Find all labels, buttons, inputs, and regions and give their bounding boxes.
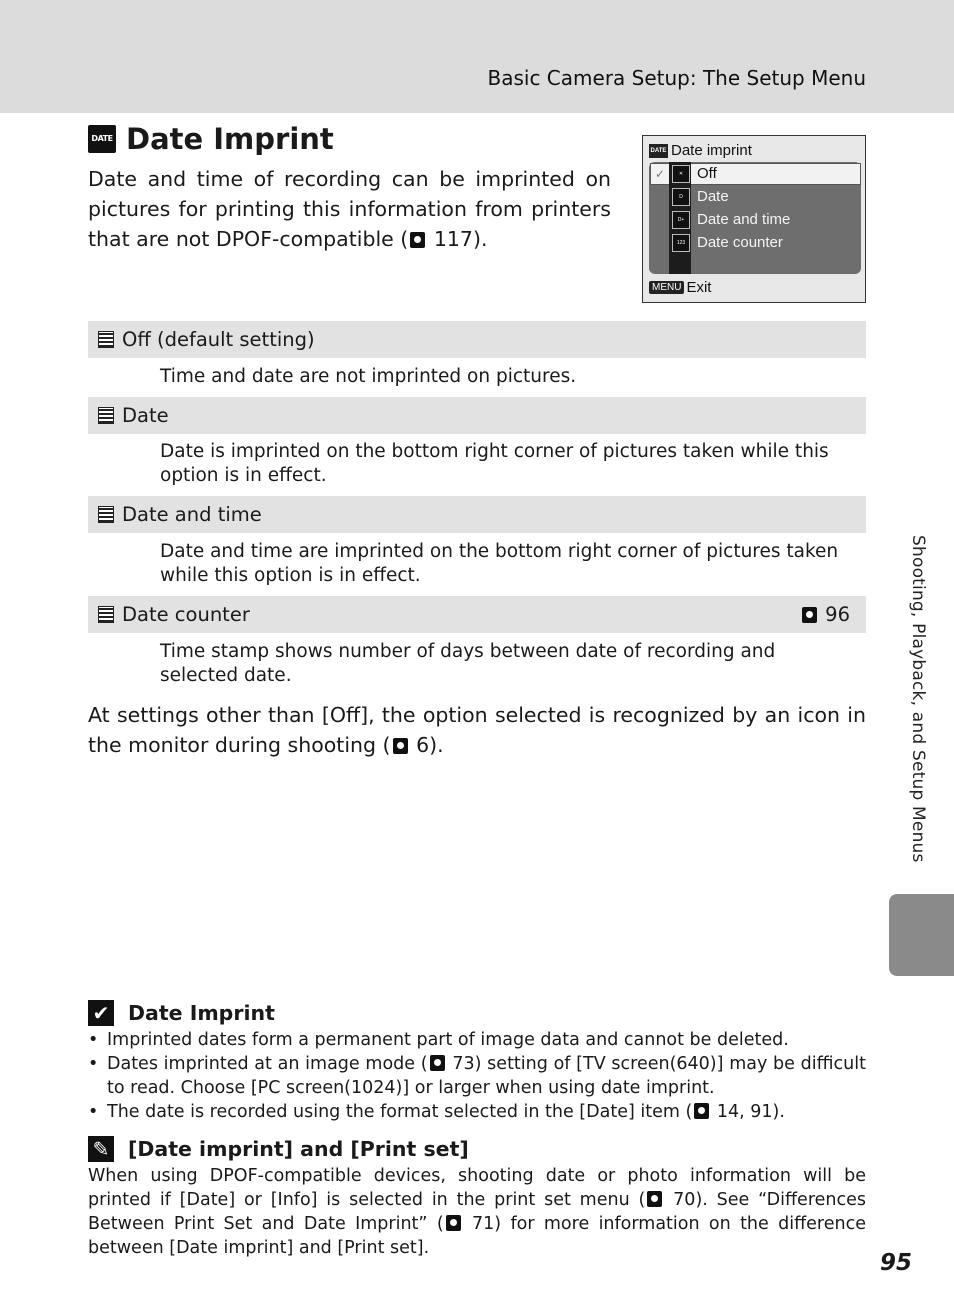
screen-item-off: Off [697, 165, 717, 182]
pencil-icon: ✎ [88, 1136, 114, 1162]
date-off-icon [98, 331, 114, 348]
page-ref-icon [393, 738, 408, 754]
screen-footer [649, 279, 711, 296]
option-date-time-header [88, 496, 866, 533]
bullet-ref: 73 [452, 1054, 475, 1074]
screen-item-date-time: Date and time [697, 211, 791, 228]
option-label: Off (default setting) [122, 328, 315, 351]
intro-ref: 117 [433, 227, 473, 251]
date-off-icon: ✕ [672, 165, 690, 183]
note-ref: 71 [472, 1214, 495, 1234]
page-ref-icon [647, 1191, 662, 1207]
intro-text: Date and time of recording can be imprinted on pictures for printing this information from printers that are not DPOF-compatible ( [88, 167, 611, 251]
bullet-ref: 14, 91 [716, 1102, 773, 1122]
settings-paragraph [88, 700, 866, 760]
date-imprint-icon: DATE [88, 125, 116, 153]
option-label: Date [122, 404, 169, 427]
bullet-text: The date is recorded using the format selected in the [Date] item ( [107, 1102, 693, 1122]
intro-text-end: ). [472, 227, 488, 251]
screen-menu-panel [649, 162, 861, 274]
note-title: Date Imprint [128, 1001, 275, 1025]
side-tab [889, 894, 954, 976]
bullet-text: ) setting of [TV screen(640)] may be difficult to read. Choose [PC screen(1024)] or larger when using date imprint. [107, 1054, 866, 1098]
date-time-icon: D+ [672, 211, 690, 229]
page-ref-icon [802, 607, 817, 623]
option-date-header [88, 397, 866, 434]
date-icon [98, 407, 114, 424]
header-band [0, 0, 954, 113]
side-section-label: Shooting, Playback, and Setup Menus [908, 535, 928, 863]
date-counter-icon: 123 [672, 234, 690, 252]
screen-item-date-counter: Date counter [697, 234, 783, 251]
note-text: ) for more information on the difference between [Date imprint] and [Print set]. [88, 1214, 866, 1258]
note-print-set-body [88, 1164, 866, 1260]
para-text: At settings other than [Off], the option selected is recognized by an icon in the monitor during shooting ( [88, 703, 866, 757]
option-date-time-desc: Date and time are imprinted on the bottom right corner of pictures taken while this option is in effect. [160, 541, 839, 586]
option-off-header [88, 321, 866, 358]
option-ref-page: 96 [825, 603, 850, 626]
screen-exit-label: Exit [686, 279, 712, 296]
note-date-imprint-title [88, 1000, 275, 1026]
page-ref-icon [446, 1215, 461, 1231]
option-ref [800, 603, 850, 626]
list-item [88, 1052, 866, 1100]
list-item [88, 1100, 866, 1124]
screen-title [649, 142, 752, 159]
list-item [88, 1028, 866, 1052]
option-date-counter-header [88, 596, 866, 633]
intro-paragraph [88, 164, 611, 254]
menu-button-icon: MENU [649, 281, 684, 294]
page-title-text: Date Imprint [126, 122, 334, 156]
note-text: ). See “Differences Between Print Set and Date Imprint” ( [88, 1190, 866, 1234]
page-number: 95 [879, 1250, 912, 1276]
date-time-icon [98, 506, 114, 523]
bullet-text: Dates imprinted at an image mode ( [107, 1054, 428, 1074]
para-text-end: ). [429, 733, 444, 757]
option-date-desc: Date is imprinted on the bottom right corner of pictures taken while this option is in effect. [160, 441, 829, 486]
note-print-set-title [88, 1136, 469, 1162]
date-counter-icon [98, 606, 114, 623]
option-date-counter-desc: Time stamp shows number of days between date of recording and selected date. [160, 641, 776, 686]
screen-item-date: Date [697, 188, 729, 205]
check-icon: ✓ [655, 167, 666, 181]
bullet-text: Imprinted dates form a permanent part of image data and cannot be deleted. [107, 1030, 789, 1050]
note-text: When using DPOF-compatible devices, shooting date or photo information will be printed if [Date] or [Info] is selected in the print set menu ( [88, 1166, 866, 1210]
page-ref-icon [694, 1103, 709, 1119]
page-ref-icon [430, 1055, 445, 1071]
option-off-desc: Time and date are not imprinted on pictures. [160, 366, 577, 387]
option-label: Date counter [122, 603, 250, 626]
option-label: Date and time [122, 503, 262, 526]
checkmark-icon: ✔ [88, 1000, 114, 1026]
bullet-text: ). [772, 1102, 785, 1122]
page-title [88, 122, 334, 156]
date-icon: D [672, 188, 690, 206]
date-imprint-icon: DATE [649, 144, 668, 158]
note-ref: 70 [673, 1190, 696, 1210]
para-ref: 6 [416, 733, 430, 757]
note-title: [Date imprint] and [Print set] [128, 1137, 469, 1161]
note-bullets [88, 1028, 866, 1124]
page-ref-icon [410, 232, 425, 248]
camera-screen [642, 135, 866, 303]
header-title: Basic Camera Setup: The Setup Menu [487, 66, 866, 90]
screen-title-text: Date imprint [671, 142, 752, 159]
